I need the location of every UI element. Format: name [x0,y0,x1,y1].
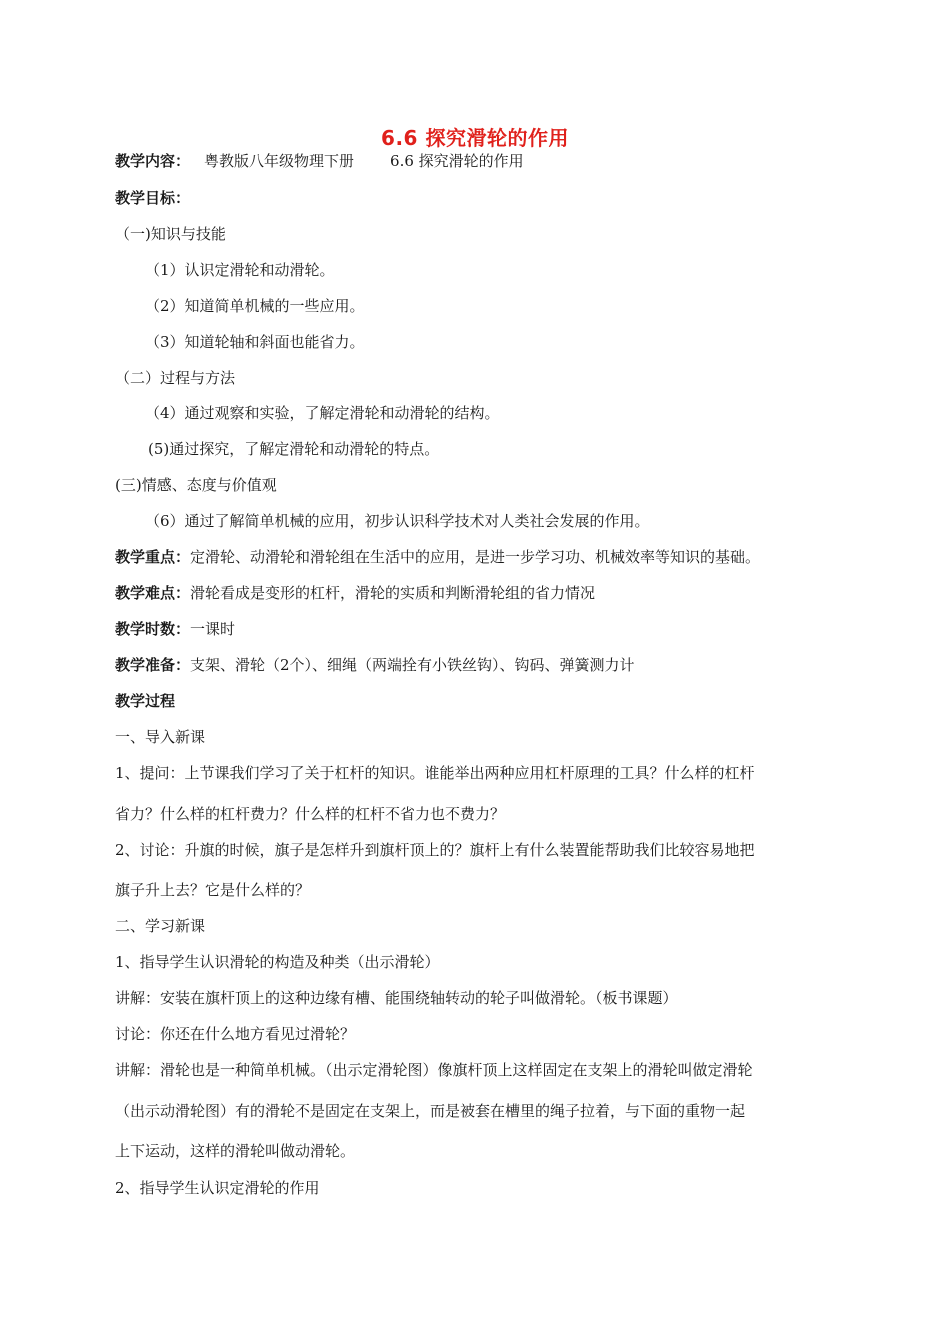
goals-item: （4）通过观察和实验，了解定滑轮和动滑轮的结构。 [145,404,500,422]
goals-item: (5)通过探究，了解定滑轮和动滑轮的特点。 [148,440,440,458]
process-q2-line: 2、讨论：升旗的时候，旗子是怎样升到旗杆顶上的？旗杆上有什么装置能帮助我们比较容易地把 [115,841,755,859]
process-explain2-line: 上下运动，这样的滑轮叫做动滑轮。 [115,1142,356,1160]
hours-text: 一课时 [190,620,236,638]
document-title: 6.6 探究滑轮的作用 [381,126,569,150]
content-book: 粤教版八年级物理下册 [204,152,355,170]
difficulties-row [115,583,595,603]
process-label: 教学过程 [115,692,176,710]
goals-item: （2）知道简单机械的一些应用。 [145,297,365,315]
prep-label: 教学准备： [115,656,191,674]
difficulties-label: 教学难点： [115,584,191,602]
process-part1: 一、导入新课 [115,728,206,746]
goals-label: 教学目标： [115,189,191,207]
process-explain2-line: 讲解：滑轮也是一种简单机械。（出示定滑轮图）像旗杆顶上这样固定在支架上的滑轮叫做定滑轮 [115,1061,753,1079]
goals-s3-heading: (三)情感、态度与价值观 [115,476,277,494]
goals-s2-heading: （二）过程与方法 [115,369,236,387]
process-q2-line: 旗子升上去？它是什么样的？ [115,881,311,899]
key-points-text: 定滑轮、动滑轮和滑轮组在生活中的应用，是进一步学习功、机械效率等知识的基础。 [190,548,761,566]
content-row [115,151,524,171]
goals-s1-heading: （一)知识与技能 [115,225,226,243]
hours-label: 教学时数： [115,620,191,638]
process-part2: 二、学习新课 [115,917,206,935]
difficulties-text: 滑轮看成是变形的杠杆，滑轮的实质和判断滑轮组的省力情况 [190,584,596,602]
prep-row [115,655,635,675]
goals-item: （6）通过了解简单机械的应用，初步认识科学技术对人类社会发展的作用。 [145,512,650,530]
process-explain2-line: （出示动滑轮图）有的滑轮不是固定在支架上，而是被套在槽里的绳子拉着，与下面的重物一起 [115,1102,746,1120]
prep-text: 支架、滑轮（2个）、细绳（两端拴有小铁丝钩）、钩码、弹簧测力计 [190,656,635,674]
process-q1-line: 1、提问：上节课我们学习了关于杠杆的知识。谁能举出两种应用杠杆原理的工具？什么样的杠杆 [115,764,755,782]
goals-item: （1）认识定滑轮和动滑轮。 [145,261,335,279]
process-discuss1: 讨论：你还在什么地方看见过滑轮？ [115,1025,356,1043]
process-explain1: 讲解：安装在旗杆顶上的这种边缘有槽、能围绕轴转动的轮子叫做滑轮。（板书课题） [115,989,678,1007]
hours-row [115,619,235,639]
process-q1-line: 省力？什么样的杠杆费力？什么样的杠杆不省力也不费力？ [115,805,506,823]
goals-item: （3）知道轮轴和斜面也能省力。 [145,333,365,351]
content-label: 教学内容： [115,152,191,170]
process-step1: 1、指导学生认识滑轮的构造及种类（出示滑轮） [115,953,440,971]
key-points-row [115,547,760,567]
key-points-label: 教学重点： [115,548,191,566]
process-step2: 2、指导学生认识定滑轮的作用 [115,1179,320,1197]
content-lesson: 6.6 探究滑轮的作用 [390,152,524,170]
